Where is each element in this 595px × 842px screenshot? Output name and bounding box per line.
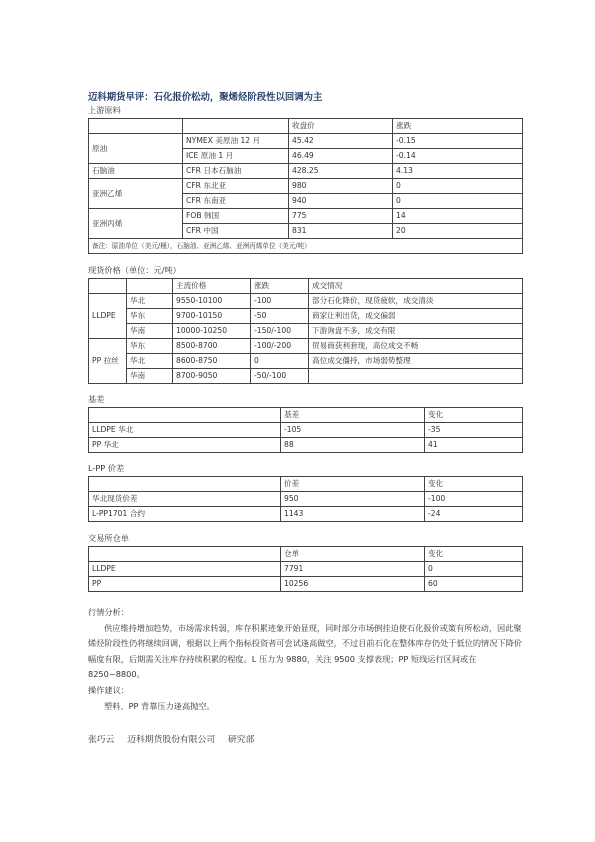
header-cell: 涨跌 [393,119,523,134]
cell: 华东 [127,309,173,324]
cell: 10000-10250 [173,324,251,339]
advice-text: 塑料、PP 背靠压力逢高抛空。 [104,700,215,711]
upstream-label: 上游原料 [88,105,121,115]
cell: 高位成交僵持，市场弱势整理 [309,354,523,369]
cell: 9550-10100 [173,294,251,309]
cell: 华北 [127,294,173,309]
spot-table [88,278,523,384]
cell: CFR 东南亚 [183,194,289,209]
header-cell: 收盘价 [289,119,393,134]
cell: 9700-10150 [173,309,251,324]
cell: 88 [281,438,425,453]
cell: CFR 东北亚 [183,179,289,194]
table-row [89,239,523,254]
analysis-heading: 行情分析： [88,607,129,617]
cell: ICE 原油 1 月 [183,149,289,164]
cell: 20 [393,224,523,239]
table-row [89,577,523,592]
cell: PP 华北 [89,438,281,453]
company-name: 迈科期货股份有限公司 [127,735,216,745]
cell: -100 [425,492,523,507]
spot-label: 现货价格（单位：元/吨） [88,265,181,275]
cell: 831 [289,224,393,239]
cell: 428.25 [289,164,393,179]
author-name: 张巧云 [88,735,115,745]
cell: 华北 [127,354,173,369]
department-name: 研究部 [227,735,255,745]
cell: 4.13 [393,164,523,179]
group-name: 原油 [89,134,183,164]
table-row [89,324,523,339]
report-footer [88,732,264,745]
table-row [89,507,523,522]
table-row [89,423,523,438]
cell: 8500-8700 [173,339,251,354]
header-cell [89,477,281,492]
header-cell [183,119,289,134]
cell: 0 [425,562,523,577]
header-cell [89,279,127,294]
header-cell: 主流价格 [173,279,251,294]
warehouse-table [88,546,523,592]
cell: 0 [393,194,523,209]
analysis-paragraph: 供应维持增加趋势，市场需求转弱，库存积累迹象开始显现，同时部分市场倒挂迫使石化报价或策有所松动，因此聚烯烃阶段性仍将继续回调，根据以上两个指标投资者可尝试逢高做空，不过目前石化在整体库存仍处于低位的情况下降价幅度有限，后期需关注库存持续积累的程度。L 压力为 9880，关注 9500 支撑表现；PP 短线运行区间或在 8250~8800。 [88,622,522,680]
warehouse-label: 交易所仓单 [88,533,129,543]
group-name: 石脑油 [89,164,183,179]
table-row [89,119,523,134]
basis-table [88,407,523,453]
cell: CFR 中国 [183,224,289,239]
cell: 980 [289,179,393,194]
group-name: 亚洲丙烯 [89,209,183,239]
group-name: PP 拉丝 [89,339,127,384]
table-row [89,209,523,224]
header-cell [89,547,281,562]
market-analysis [88,605,522,714]
cell: -100 [251,294,309,309]
header-cell [89,119,183,134]
table-row [89,309,523,324]
table-row [89,339,523,354]
table-row [89,164,523,179]
basis-label: 基差 [88,394,105,404]
advice-heading: 操作建议： [88,684,129,695]
cell: CFR 日本石脑油 [183,164,289,179]
report-title: 迈科期货早评：石化报价松动，聚烯烃阶段性以回调为主 [88,92,323,103]
cell: -50/-100 [251,369,309,384]
header-cell: 变化 [425,547,523,562]
header-cell [127,279,173,294]
cell: 46.49 [289,149,393,164]
table-row [89,369,523,384]
cell: FOB 韩国 [183,209,289,224]
table-row [89,547,523,562]
table-row [89,492,523,507]
table-row [89,438,523,453]
cell: 华南 [127,369,173,384]
header-cell: 价差 [281,477,425,492]
table-row [89,408,523,423]
lpp-spread-table [88,476,523,522]
cell: NYMEX 美原油 12 月 [183,134,289,149]
cell: LLDPE [89,562,281,577]
cell [309,369,523,384]
cell: 部分石化降价，现货疲软，成交清淡 [309,294,523,309]
cell: -50 [251,309,309,324]
lpp-spread-label: L-PP 价差 [88,463,125,473]
cell: -105 [281,423,425,438]
group-name: 亚洲乙烯 [89,179,183,209]
cell: -24 [425,507,523,522]
header-cell: 基差 [281,408,425,423]
cell: LLDPE 华北 [89,423,281,438]
units-note: 备注：原油单位（美元/桶），石脑油、亚洲乙烯、亚洲丙烯单位（美元/吨） [89,239,523,254]
cell: 950 [281,492,425,507]
cell: -150/-100 [251,324,309,339]
table-row [89,134,523,149]
cell: -0.14 [393,149,523,164]
upstream-table [88,118,523,254]
header-cell: 涨跌 [251,279,309,294]
cell: 940 [289,194,393,209]
header-cell [89,408,281,423]
cell: 华南 [127,324,173,339]
table-row [89,279,523,294]
cell: 14 [393,209,523,224]
cell: 华北现货价差 [89,492,281,507]
cell: 商家让利出货，成交偏弱 [309,309,523,324]
table-row [89,179,523,194]
cell: 华东 [127,339,173,354]
cell: 60 [425,577,523,592]
cell: 45.42 [289,134,393,149]
table-row [89,477,523,492]
table-row [89,562,523,577]
header-cell: 成交情况 [309,279,523,294]
cell: PP [89,577,281,592]
table-row [89,294,523,309]
group-name: LLDPE [89,294,127,339]
cell: 下游询盘不多，成交有限 [309,324,523,339]
cell: -100/-200 [251,339,309,354]
cell: 1143 [281,507,425,522]
cell: 8600-8750 [173,354,251,369]
cell: 10256 [281,577,425,592]
cell: L-PP1701 合约 [89,507,281,522]
cell: 0 [393,179,523,194]
header-cell: 变化 [425,408,523,423]
header-cell: 变化 [425,477,523,492]
cell: 7791 [281,562,425,577]
cell: 贸易商获利套现，高位成交不畅 [309,339,523,354]
header-cell: 仓单 [281,547,425,562]
cell: 0 [251,354,309,369]
cell: -35 [425,423,523,438]
cell: 775 [289,209,393,224]
table-row [89,354,523,369]
cell: 8700-9050 [173,369,251,384]
cell: 41 [425,438,523,453]
cell: -0.15 [393,134,523,149]
